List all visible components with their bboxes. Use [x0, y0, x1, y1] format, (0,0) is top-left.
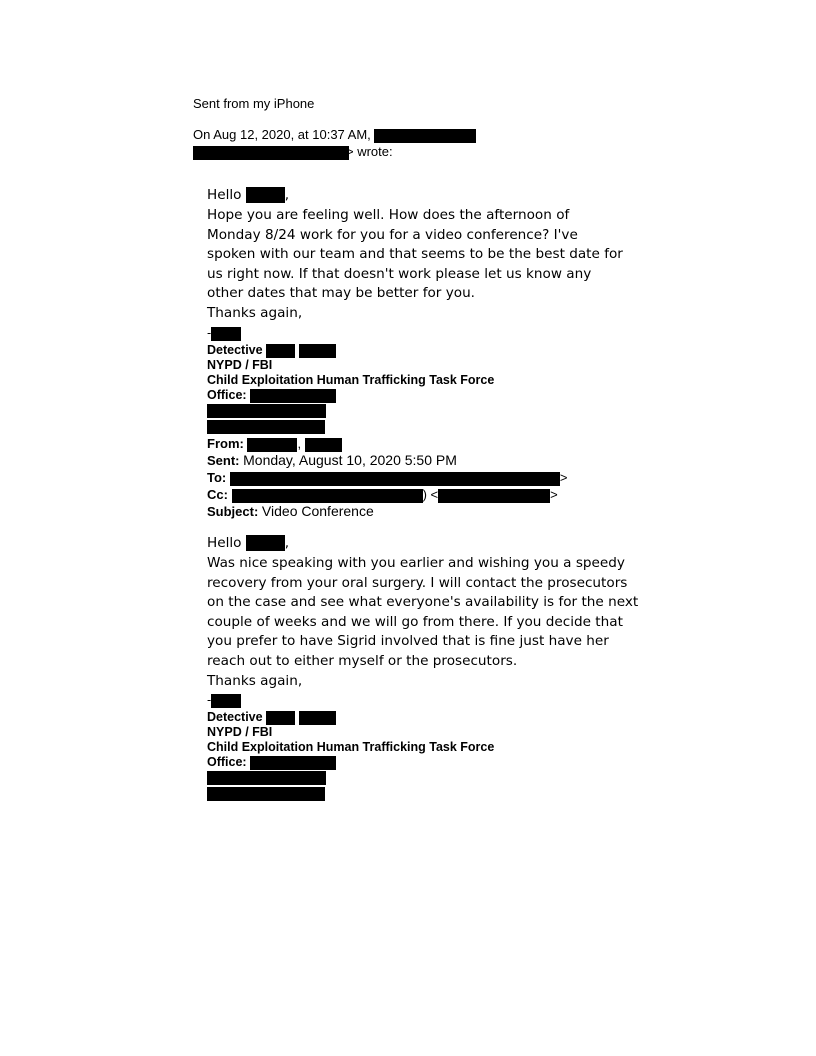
signature-redacted-line — [207, 786, 494, 802]
redaction-block — [305, 438, 342, 452]
message2-paragraph — [207, 554, 638, 691]
reply-attribution-line1 — [193, 126, 476, 143]
paragraph-line: couple of weeks and we will go from there. If you decide that — [207, 613, 623, 630]
redaction-block — [266, 344, 295, 358]
signature-redacted-line — [207, 770, 494, 786]
subject-label: Subject: — [207, 504, 259, 519]
paragraph-line: Hope you are feeling well. How does the afternoon of — [207, 207, 570, 223]
signature-office-line — [207, 755, 494, 770]
cc-label: Cc: — [207, 487, 228, 502]
redaction-block — [250, 389, 336, 403]
paragraph-line: other dates that may be better for you. — [207, 285, 476, 302]
signature-title: Detective — [207, 343, 263, 357]
reply-wrote-text: > wrote: — [346, 144, 393, 159]
paragraph-line: you prefer to have Sigrid involved that is fine just have her — [207, 633, 609, 650]
paragraph-line: on the case and see what everyone's availability is for the next — [207, 594, 639, 611]
redaction-block — [230, 472, 560, 486]
sent-from-line: Sent from my iPhone — [193, 96, 315, 111]
redaction-block — [247, 438, 297, 452]
message2-greeting — [207, 534, 289, 554]
signature-title-line — [207, 343, 494, 358]
message1-paragraph — [207, 206, 623, 324]
signature-redacted-line — [207, 403, 494, 419]
redaction-block — [246, 535, 285, 551]
reply-attribution-line2 — [193, 143, 393, 160]
from-line — [207, 435, 567, 452]
paragraph-line: Was nice speaking with you earlier and wishing you a speedy — [207, 555, 625, 571]
sent-value: Monday, August 10, 2020 5:50 PM — [243, 452, 457, 468]
sent-line — [207, 452, 567, 469]
office-label: Office: — [207, 755, 247, 769]
paragraph-line: spoken with our team and that seems to be the best date for — [207, 246, 623, 263]
redaction-block — [246, 187, 285, 203]
to-line — [207, 469, 567, 486]
redaction-block — [211, 694, 241, 708]
signature-agency: NYPD / FBI — [207, 725, 273, 739]
greeting-text: Hello — [207, 535, 242, 551]
redaction-block — [250, 756, 336, 770]
paragraph-line: reach out to either myself or the prosecutors. — [207, 652, 518, 669]
cc-line — [207, 486, 567, 503]
redaction-block — [299, 711, 336, 725]
cc-suffix: > — [550, 487, 558, 502]
subject-line — [207, 503, 567, 520]
sent-label: Sent: — [207, 453, 240, 468]
signature-office-line — [207, 388, 494, 403]
to-suffix: > — [559, 470, 568, 485]
signature-agency: NYPD / FBI — [207, 358, 273, 372]
paragraph-line: recovery from your oral surgery. I will contact the prosecutors — [207, 574, 628, 591]
signature-dash-line — [207, 326, 494, 341]
forwarded-header — [207, 435, 567, 520]
from-label: From: — [207, 436, 244, 451]
paragraph-line: Monday 8/24 work for you for a video conference? I've — [207, 226, 578, 243]
redaction-block — [207, 420, 325, 434]
reply-attribution-text: On Aug 12, 2020, at 10:37 AM, — [193, 127, 371, 142]
message1-signature — [207, 326, 494, 435]
signature-unit: Child Exploitation Human Trafficking Task Force — [207, 740, 495, 754]
office-label: Office: — [207, 388, 247, 402]
redaction-block — [207, 787, 325, 801]
redaction-block — [207, 771, 326, 785]
redaction-block — [374, 129, 476, 143]
greeting-text: Hello — [207, 187, 242, 203]
signature-title-line — [207, 710, 494, 725]
greeting-comma: , — [284, 535, 290, 551]
redaction-block — [266, 711, 295, 725]
redaction-block — [207, 404, 326, 418]
to-label: To: — [207, 470, 227, 485]
dash: - — [207, 693, 212, 707]
redaction-block — [438, 489, 550, 503]
cc-separator: ) < — [422, 487, 439, 502]
paragraph-line: us right now. If that doesn't work please let us know any — [207, 265, 592, 282]
dash: - — [207, 326, 212, 340]
message2-signature — [207, 693, 494, 802]
from-separator: , — [297, 436, 302, 451]
subject-value: Video Conference — [261, 503, 374, 519]
greeting-comma: , — [284, 187, 290, 203]
signature-dash-line — [207, 693, 494, 708]
closing-line: Thanks again, — [207, 672, 303, 689]
message1-greeting — [207, 186, 289, 206]
redaction-block — [211, 327, 241, 341]
redaction-block — [232, 489, 423, 503]
redaction-block — [299, 344, 336, 358]
redaction-block — [193, 146, 349, 160]
signature-redacted-line — [207, 419, 494, 435]
signature-unit: Child Exploitation Human Trafficking Task Force — [207, 373, 495, 387]
closing-line: Thanks again, — [207, 304, 303, 321]
signature-title: Detective — [207, 710, 263, 724]
